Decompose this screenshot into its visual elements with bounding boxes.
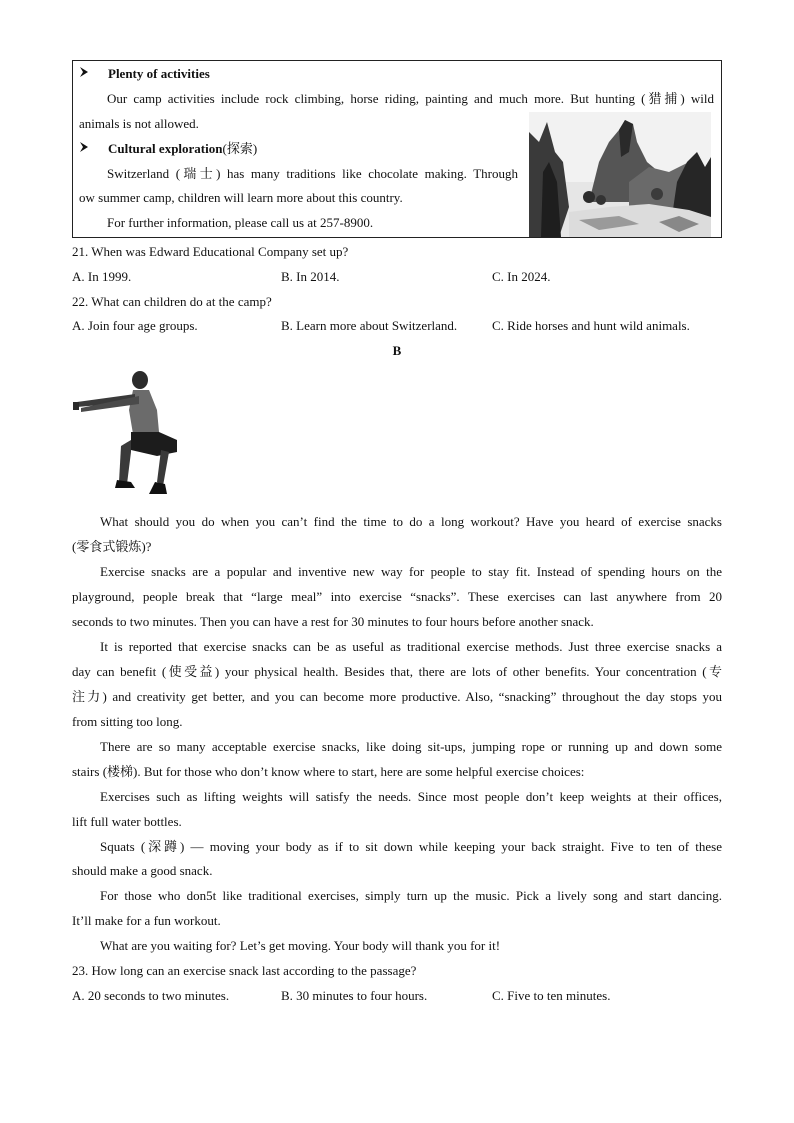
- culture-text-line2: ow summer camp, children will learn more about this country.: [79, 190, 403, 205]
- question-23-stem: 23. How long can an exercise snack last according to the passage?: [72, 963, 417, 978]
- section-b-label: B: [392, 343, 402, 358]
- question-21-option-a[interactable]: A. In 1999.: [72, 269, 132, 284]
- passage-b-p3-line1: It is reported that exercise snacks can be as useful as traditional exercise methods. Just three exercise snacks a: [100, 639, 722, 654]
- passage-b-p6-line2: should make a good snack.: [72, 863, 213, 878]
- passage-b-p3-line4: from sitting too long.: [72, 714, 183, 729]
- question-21-option-c[interactable]: C. In 2024.: [492, 269, 551, 284]
- question-21-option-b[interactable]: B. In 2014.: [281, 269, 340, 284]
- question-23-option-b[interactable]: B. 30 minutes to four hours.: [281, 988, 428, 1003]
- bullet-arrow-icon: [79, 66, 89, 82]
- heading-culture-cn: (探索): [222, 141, 258, 156]
- passage-b-p1-line1: What should you do when you can’t find the time to do a long workout? Have you heard of exercise snacks: [100, 514, 722, 529]
- mountain-landscape-image: [529, 112, 711, 237]
- question-22-option-c[interactable]: C. Ride horses and hunt wild animals.: [492, 318, 690, 333]
- passage-b-p6-line1: Squats (深蹲) — moving your body as if to sit down while keeping your back straight. Five to ten of these: [100, 839, 722, 854]
- question-23-option-a[interactable]: A. 20 seconds to two minutes.: [72, 988, 230, 1003]
- info-line: For further information, please call us at 257-8900.: [107, 215, 374, 230]
- question-21-stem: 21. When was Edward Educational Company set up?: [72, 244, 349, 259]
- passage-b-p2-line2: playground, people break that “large meal” into exercise “snacks”. These exercises can last anywhere from 20: [72, 589, 722, 604]
- culture-text-line1: Switzerland (瑞士) has many traditions like chocolate making. Through: [107, 166, 518, 181]
- passage-b-p5-line2: lift full water bottles.: [72, 814, 182, 829]
- passage-b-p3-line2: day can benefit (使受益) your physical health. Besides that, there are lots of other benefits. Your concentration (专: [72, 664, 722, 679]
- question-22-stem: 22. What can children do at the camp?: [72, 294, 272, 309]
- passage-b-p7-line1: For those who don5t like traditional exercises, simply turn up the music. Pick a lively song and start dancing.: [100, 888, 722, 903]
- question-23-option-c[interactable]: C. Five to ten minutes.: [492, 988, 611, 1003]
- passage-b-p3-line3: 注力) and creativity get better, and you can become more productive. Also, “snacking” throughout the day stops you: [72, 689, 722, 704]
- passage-b-p8-line1: What are you waiting for? Let’s get moving. Your body will thank you for it!: [100, 938, 501, 953]
- passage-b-p2-line1: Exercise snacks are a popular and inventive new way for people to stay fit. Instead of spending hours on the: [100, 564, 722, 579]
- passage-b-p1-line2: (零食式锻炼)?: [72, 539, 152, 554]
- passage-b-p4-line1: There are so many acceptable exercise snacks, like doing sit-ups, jumping rope or running up and down some: [100, 739, 722, 754]
- heading-culture: [108, 141, 257, 157]
- squat-person-image: [73, 370, 183, 500]
- passage-b-p5-line1: Exercises such as lifting weights will satisfy the needs. Since most people don’t keep weights at their offices,: [100, 789, 722, 804]
- heading-activities: Plenty of activities: [108, 66, 210, 81]
- question-22-option-a[interactable]: A. Join four age groups.: [72, 318, 198, 333]
- activities-text-line1: Our camp activities include rock climbing, horse riding, painting and much more. But hunting (猎捕) wild: [107, 91, 714, 106]
- bullet-arrow-icon: [79, 141, 89, 157]
- passage-b-p2-line3: seconds to two minutes. Then you can have a rest for 30 minutes to four hours before another snack.: [72, 614, 594, 629]
- heading-culture-en: Cultural exploration: [108, 141, 223, 156]
- activities-text-line2: animals is not allowed.: [79, 116, 199, 131]
- passage-b-p7-line2: It’ll make for a fun workout.: [72, 913, 221, 928]
- question-22-option-b[interactable]: B. Learn more about Switzerland.: [281, 318, 458, 333]
- passage-b-p4-line2: stairs (楼梯). But for those who don’t know where to start, here are some helpful exercise choices:: [72, 764, 585, 779]
